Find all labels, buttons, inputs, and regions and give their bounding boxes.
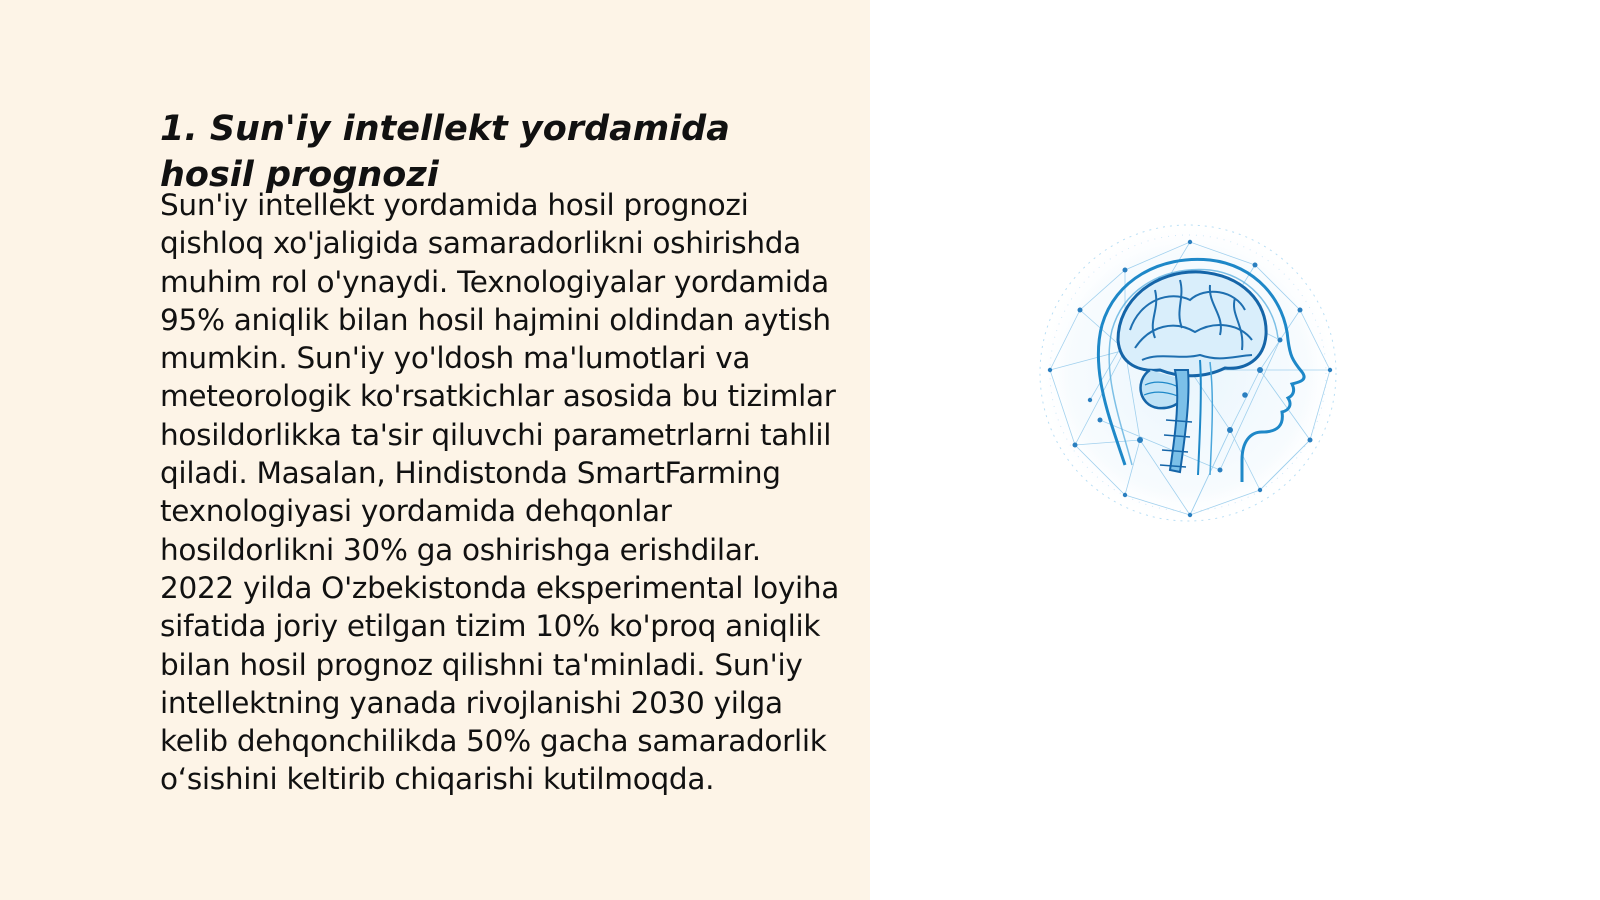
slide-title: 1. Sun'iy intellekt yordamida hosil prognozi <box>160 109 730 195</box>
slide-body-text: Sun'iy intellekt yordamida hosil prognozi qishloq xo'jaligida samaradorlikni oshirishda muhim rol o'ynaydi. Texnologiyalar yordamida 95% aniqlik bilan hosil hajmini oldindan aytish mumkin. Sun'iy yo'ldosh ma'lumotlari va meteorologik ko'rsatkichlar asosida bu tizimlar hosildorlikka ta'sir qiluvchi parametrlarni tahlil qiladi. Masalan, Hindistonda SmartFarming texnologiyasi yordamida dehqonlar hosildorlikni 30% ga oshirishga erishdilar. 2022 yilda O'zbekistonda eksperimental loyiha sifatida joriy etilgan tizim 10% ko'proq aniqlik bilan hosil prognoz qilishni ta'minladi. Sun'iy intellektning yanada rivojlanishi 2030 yilga kelib dehqonchilikda 50% gacha samaradorlik o‘sishini keltirib chiqarishi kutilmoqda. <box>160 188 840 797</box>
brain-network-icon <box>1030 220 1350 530</box>
